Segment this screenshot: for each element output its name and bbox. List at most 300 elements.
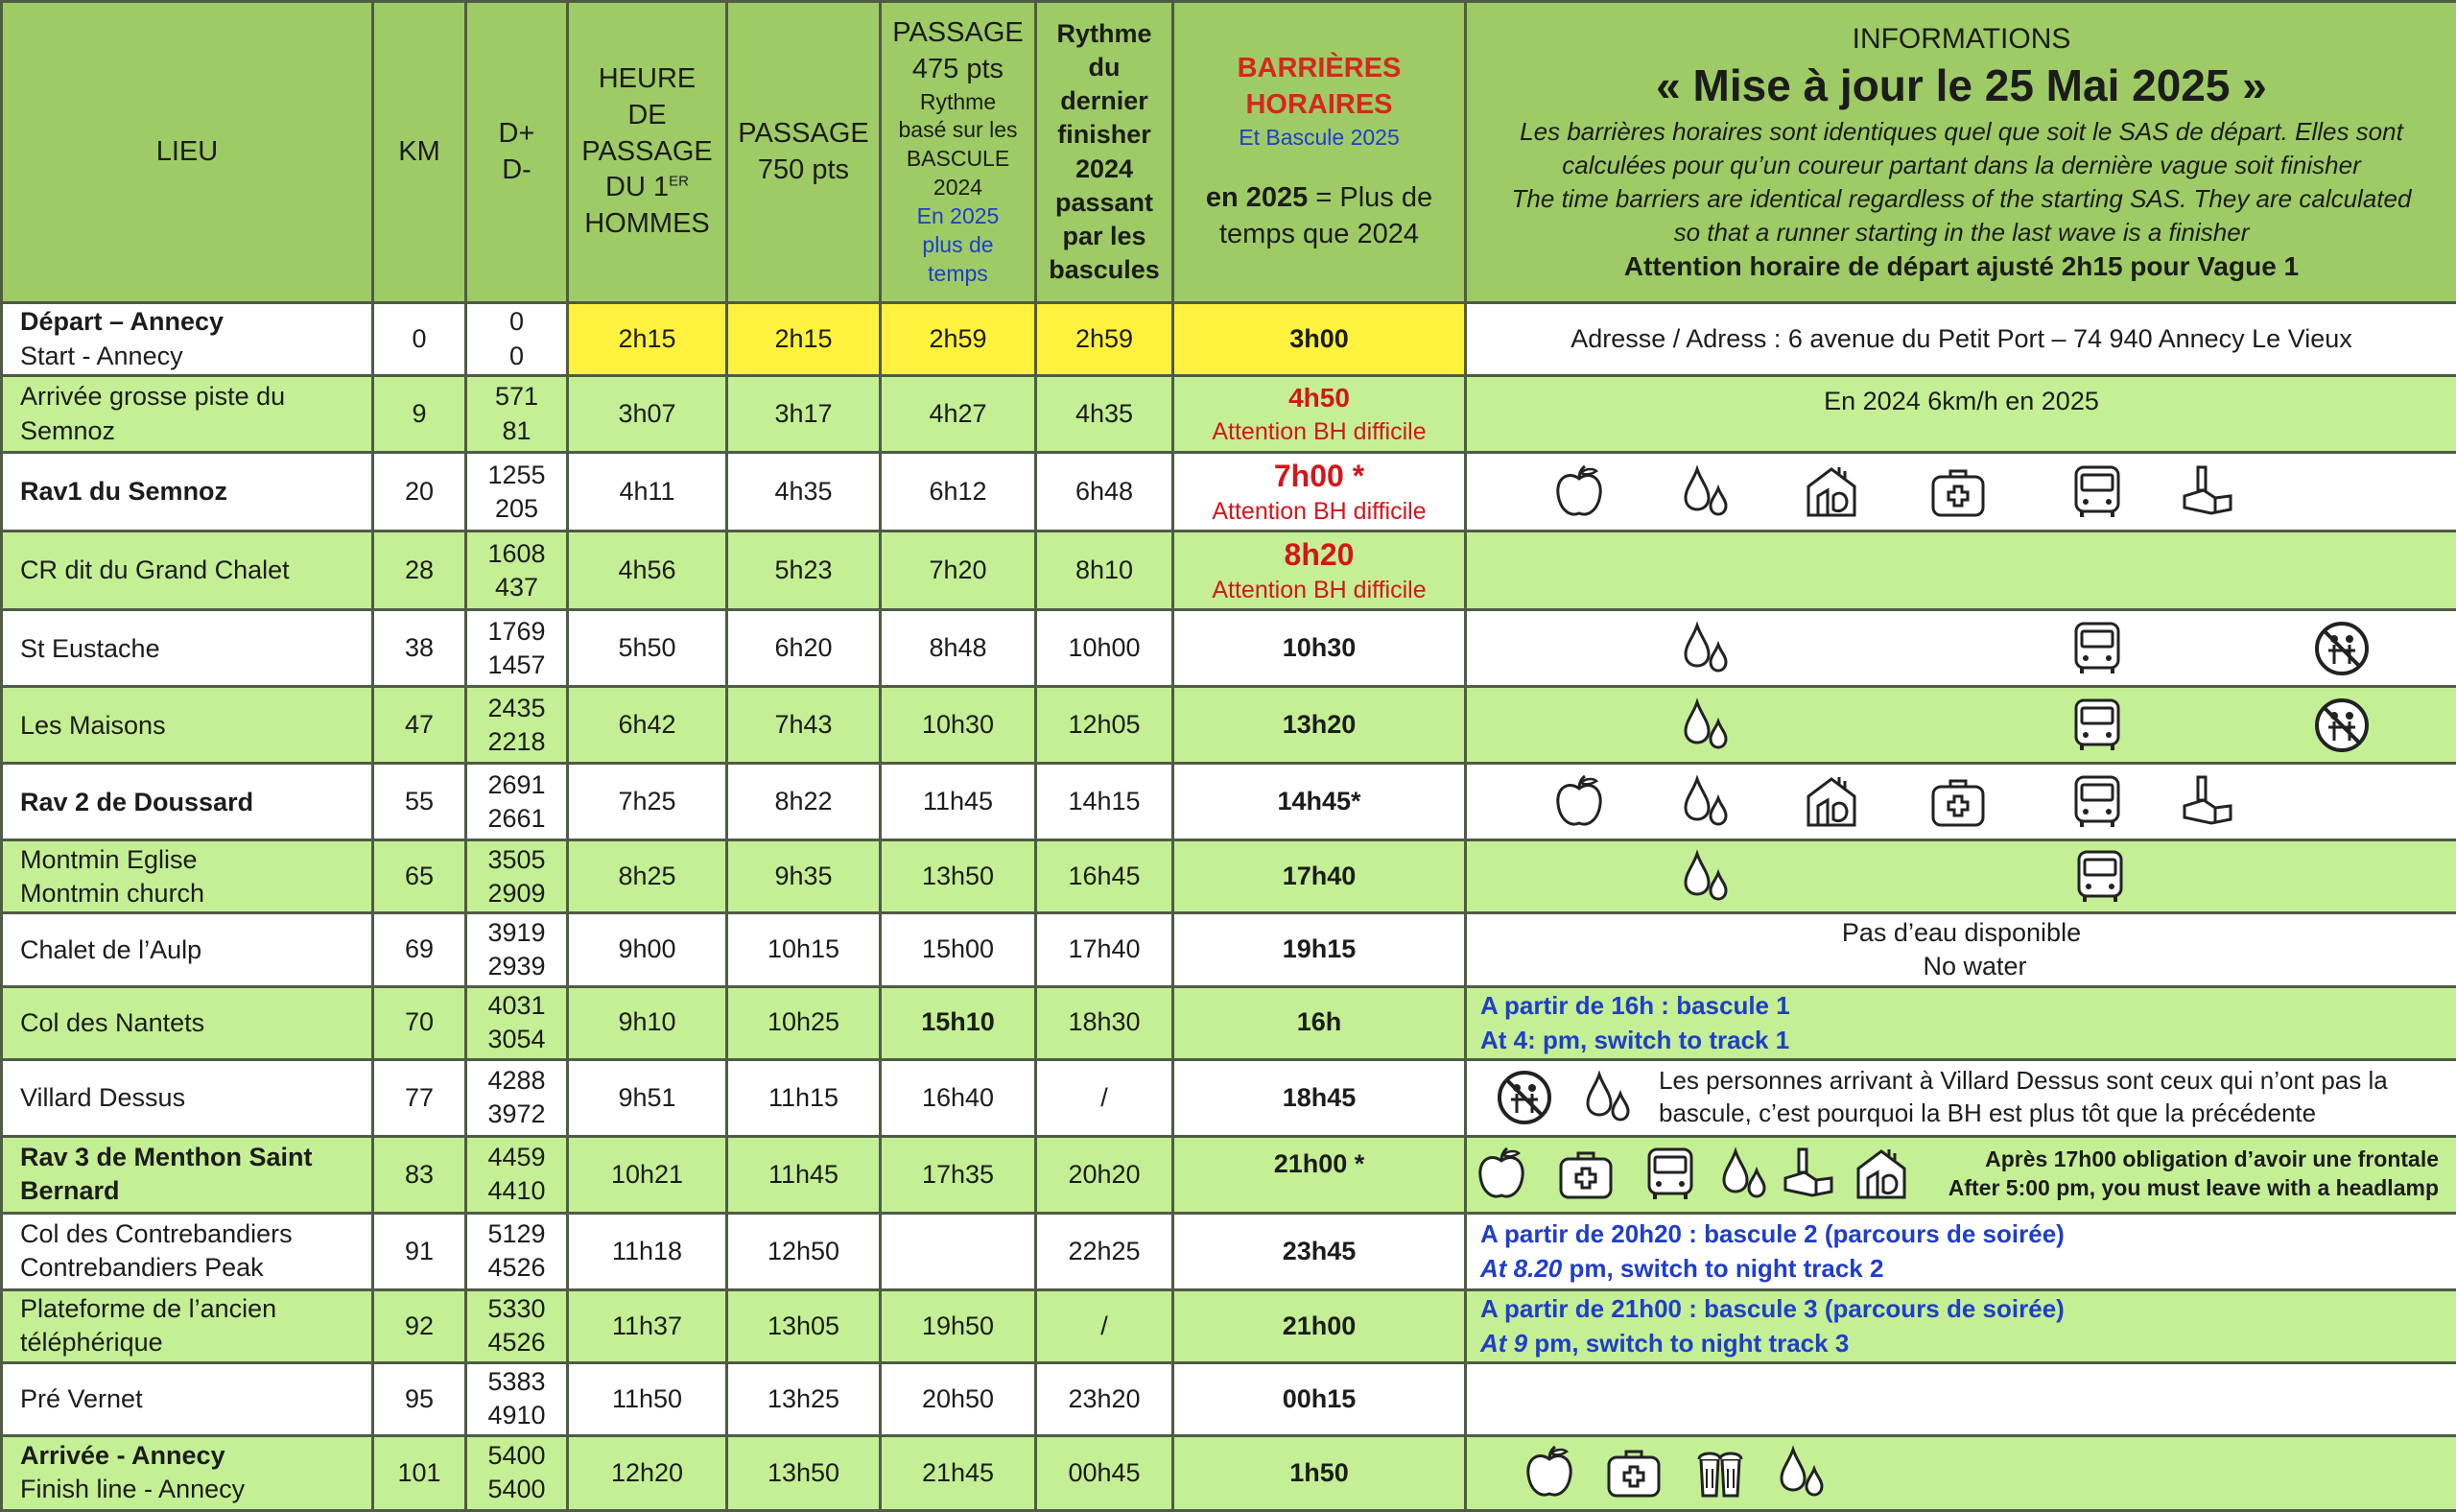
passage-750-cell: 13h50 [727,1435,881,1510]
dplus-dminus-cell [466,532,568,610]
bascule-1-en: At 4: pm, switch to track 1 [1480,1026,1790,1055]
barrier-note: Attention BH difficile [1212,577,1427,604]
lieu-subname: Start - Annecy [20,341,183,370]
rythme-cell: / [1036,1059,1173,1136]
first-men-cell: 9h00 [568,913,727,986]
passage-750-cell: 6h20 [727,610,881,687]
dminus-value: 437 [494,572,539,602]
service-icons [1467,454,2456,530]
info-cell [1466,532,2456,610]
bascule-3-fr: A partir de 21h00 : bascule 3 (parcours de soirée) [1480,1293,2065,1323]
dminus-value: 0 [508,341,525,370]
lieu-cell: Les Maisons [2,687,373,764]
header-heure-l3: PASSAGE [581,135,713,167]
villard-note [1659,1065,2388,1130]
rythme-cell: 14h15 [1036,764,1173,840]
lieu-name: Montmin Eglise [20,844,198,874]
header-dplus: D+ [498,117,535,149]
lieu-name: Rav1 du Semnoz [20,477,228,507]
info-cell [1466,1362,2456,1435]
service-icons [1467,611,2456,685]
table-row [2,1289,2456,1362]
km-cell: 77 [373,1059,466,1136]
header-heure-l4 [569,170,725,206]
first-aid-icon [1927,461,1989,523]
first-men-cell: 11h18 [568,1213,727,1289]
first-men-cell: 7h25 [568,764,727,840]
no-assistance-icon [2311,618,2373,679]
header-dminus: D- [502,154,531,185]
barrier-cell: 17h40 [1173,840,1466,913]
lieu-cell [2,1289,373,1362]
lieu-cell [2,1136,373,1213]
header-rythme [1036,2,1173,303]
passage-750-cell: 8h22 [727,764,881,840]
table-row [2,687,2456,764]
dminus-value: 81 [502,415,531,445]
km-cell: 65 [373,840,466,913]
header-passage-475 [881,2,1036,303]
info-cell [1466,1136,2456,1213]
dplus-dminus-cell [466,1059,568,1136]
header-750-l2: 750 pts [757,154,850,185]
dminus-value: 2939 [487,951,546,980]
dplus-value: 5330 [487,1294,546,1324]
rythme-cell: / [1036,1289,1173,1362]
first-aid-icon [1927,771,1989,833]
dplus-value: 4031 [487,990,546,1020]
passage-750-cell: 12h50 [727,1213,881,1289]
barrier-cell [1173,453,1466,532]
lieu-subname: téléphérique [20,1328,163,1358]
passage-475-cell [881,1213,1036,1289]
lieu-cell [2,1435,373,1510]
lieu-subname: Semnoz [20,415,116,445]
dminus-value: 2218 [487,726,546,756]
header-475-l6: 2024 [933,175,983,201]
apple-icon [1548,771,1610,833]
info-cell [1466,1213,2456,1289]
header-rythme-l6: passant [1054,187,1154,217]
passage-475-cell: 4h27 [881,376,1036,453]
km-cell: 20 [373,453,466,532]
table-row [2,840,2456,913]
service-icons [1467,1437,2456,1509]
shuttle-bus-icon [2066,618,2128,679]
barrier-cell: 14h45* [1173,764,1466,840]
no-assistance-icon [1494,1067,1555,1128]
dplus-value: 5400 [487,1441,546,1471]
bascule-2-en [1467,1251,2456,1286]
water-icon [1772,1442,1833,1503]
km-cell: 69 [373,913,466,986]
dminus-value: 3972 [487,1099,546,1129]
header-rythme-l5: 2024 [1074,154,1134,183]
rythme-cell: 16h45 [1036,840,1173,913]
dminus-value: 4526 [487,1328,546,1358]
passage-750-cell: 10h15 [727,913,881,986]
dminus-value: 205 [494,493,539,523]
apple-icon [1471,1144,1532,1205]
info-cell [1466,986,2456,1059]
water-icon [1714,1144,1776,1205]
shuttle-bus-icon [2069,846,2131,908]
table-row [2,453,2456,532]
header-passage-750 [727,2,881,303]
bascule-3-time: At 9 [1480,1329,1528,1358]
dminus-value: 1457 [487,650,546,679]
drop-bag-icon [1778,1144,1839,1205]
lieu-subname: Contrebandiers Peak [20,1253,264,1283]
table-row [2,1136,2456,1213]
barrier-time: 7h00 * [1273,458,1365,493]
dplus-value: 1769 [487,616,546,646]
header-heure-l5: HOMMES [584,208,710,240]
header-lieu: LIEU [2,2,373,303]
headlamp-fr: Après 17h00 obligation d’avoir une frontale [1985,1146,2439,1172]
info-cell [1466,840,2456,913]
dplus-value: 5383 [487,1367,546,1397]
info-cell [1466,453,2456,532]
info-text-1: Les barrières horaires sont identiques quel que soit le SAS de départ. Elles sont [1520,116,2403,146]
table-row [2,303,2456,376]
barrier-note: Attention BH difficile [1212,498,1427,526]
dplus-value: 1255 [487,460,546,489]
header-475-blue3: temps [928,260,988,286]
barrier-cell: 18h45 [1173,1059,1466,1136]
info-cell: Adresse / Adress : 6 avenue du Petit Port – 74 940 Annecy Le Vieux [1466,303,2456,376]
km-cell: 83 [373,1136,466,1213]
info-text-4: so that a runner starting in the last wave is a finisher [1673,217,2250,247]
first-men-cell: 12h20 [568,1435,727,1510]
passage-475-cell: 15h10 [881,986,1036,1059]
bascule-2-time: At 8.20 [1480,1254,1563,1284]
shuttle-bus-icon [2066,771,2128,833]
lieu-cell [2,1213,373,1289]
km-cell: 92 [373,1289,466,1362]
headlamp-en: After 5:00 pm, you must leave with a headlamp [1948,1175,2439,1201]
dplus-dminus-cell [466,1213,568,1289]
header-barrieres [1173,2,1466,303]
lieu-cell: CR dit du Grand Chalet [2,532,373,610]
passage-475-cell: 16h40 [881,1059,1036,1136]
passage-475-cell: 20h50 [881,1362,1036,1435]
lieu-cell [2,840,373,913]
header-heure-sup: ER [669,173,689,190]
rythme-cell: 00h45 [1036,1435,1173,1510]
service-icons [1467,765,2456,839]
drop-bag-icon [2177,771,2238,833]
dplus-dminus-cell [466,610,568,687]
lieu-cell: St Eustache [2,610,373,687]
info-cell [1466,764,2456,840]
water-icon [1676,618,1737,679]
villard-note-l1: Les personnes arrivant à Villard Dessus sont ceux qui n’ont pas la [1659,1066,2388,1096]
info-start-warning: Attention horaire de départ ajusté 2h15 pour Vague 1 [1623,250,2300,281]
rythme-cell: 23h20 [1036,1362,1173,1435]
header-bh-blue: Et Bascule 2025 [1239,124,1400,150]
km-cell: 101 [373,1435,466,1510]
info-cell [1466,687,2456,764]
barrier-cell [1173,532,1466,610]
hot-food-icon [1801,771,1862,833]
lieu-name: Départ – Annecy [20,307,224,337]
table-row [2,376,2456,453]
header-bh-l1: BARRIÈRES [1237,53,1402,84]
no-assistance-icon [2311,695,2373,756]
water-icon [1676,846,1737,908]
km-cell: 95 [373,1362,466,1435]
bascule-3-rest: pm, switch to night track 3 [1527,1329,1850,1358]
rythme-cell: 20h20 [1036,1136,1173,1213]
rythme-cell: 17h40 [1036,913,1173,986]
rythme-cell: 6h48 [1036,453,1173,532]
passage-750-cell: 11h15 [727,1059,881,1136]
dplus-value: 1608 [487,538,546,568]
dplus-dminus-cell [466,1362,568,1435]
dplus-value: 2435 [487,693,546,722]
lieu-cell: Pré Vernet [2,1362,373,1435]
dplus-dminus-cell [466,687,568,764]
header-475-blue2: plus de [922,232,994,258]
water-icon [1676,461,1737,523]
first-men-cell: 6h42 [568,687,727,764]
first-men-cell: 11h37 [568,1289,727,1362]
header-rythme-l1: Rythme [1056,19,1152,49]
water-icon [1578,1067,1640,1128]
table-row [2,532,2456,610]
header-dplus-dminus [466,2,568,303]
lieu-cell: Col des Nantets [2,986,373,1059]
barrier-cell: 16h [1173,986,1466,1059]
header-rythme-l7: par les [1062,221,1146,250]
lieu-subname: Finish line - Annecy [20,1475,246,1504]
first-men-cell: 3h07 [568,376,727,453]
rythme-cell: 18h30 [1036,986,1173,1059]
rythme-cell: 4h35 [1036,376,1173,453]
dplus-value: 4288 [487,1066,546,1095]
barrier-cell: 10h30 [1173,610,1466,687]
barrier-cell: 21h00 * [1173,1136,1466,1213]
villard-info [1467,1061,2456,1135]
info-cell [1466,610,2456,687]
first-men-cell: 10h21 [568,1136,727,1213]
headlamp-note [1948,1146,2439,1203]
dminus-value: 4410 [487,1176,546,1206]
lieu-cell: Chalet de l’Aulp [2,913,373,986]
water-icon [1676,695,1737,756]
header-heure-l1: HEURE [598,63,697,95]
header-475-l3: Rythme [919,88,997,114]
header-750-l1: PASSAGE [738,117,869,149]
table-row [2,986,2456,1059]
dminus-value: 3054 [487,1025,546,1054]
km-cell: 9 [373,376,466,453]
dplus-value: 2691 [487,769,546,799]
header-km: KM [373,2,466,303]
header-475-l4: basé sur les [898,117,1018,143]
dplus-value: 0 [508,307,525,337]
first-men-cell: 11h50 [568,1362,727,1435]
header-475-blue1: En 2025 [916,203,1000,229]
apple-icon [1548,461,1610,523]
passage-475-cell: 17h35 [881,1136,1036,1213]
service-icons [1467,841,2456,911]
dplus-dminus-cell [466,303,568,376]
barrier-cell: 23h45 [1173,1213,1466,1289]
first-men-cell: 5h50 [568,610,727,687]
km-cell: 91 [373,1213,466,1289]
dplus-dminus-cell [466,764,568,840]
km-cell: 28 [373,532,466,610]
drop-bag-icon [2177,461,2238,523]
lieu-cell [2,453,373,532]
passage-750-cell: 3h17 [727,376,881,453]
dplus-dminus-cell [466,1136,568,1213]
first-men-cell: 9h10 [568,986,727,1059]
first-men-cell: 2h15 [568,303,727,376]
km-cell: 70 [373,986,466,1059]
lieu-name: Arrivée grosse piste du [20,382,286,412]
barrier-cell: 19h15 [1173,913,1466,986]
lieu-cell [2,764,373,840]
passage-750-cell: 5h23 [727,532,881,610]
header-475-l5: BASCULE [906,146,1010,172]
table-row [2,1213,2456,1289]
passage-750-cell: 4h35 [727,453,881,532]
bascule-2-rest: pm, switch to night track 2 [1562,1254,1884,1284]
table-row [2,610,2456,687]
dminus-value: 2909 [487,878,546,908]
passage-475-cell: 8h48 [881,610,1036,687]
dplus-value: 5129 [487,1219,546,1249]
info-cell [1466,1059,2456,1136]
passage-750-cell: 2h15 [727,303,881,376]
dplus-value: 3505 [487,844,546,874]
km-cell: 38 [373,610,466,687]
service-icons [1467,1138,2456,1212]
passage-475-cell: 7h20 [881,532,1036,610]
dplus-dminus-cell [466,986,568,1059]
passage-750-cell: 11h45 [727,1136,881,1213]
passage-475-cell: 11h45 [881,764,1036,840]
bascule-1-fr: A partir de 16h : bascule 1 [1480,990,1790,1020]
header-475-l2: 475 pts [911,53,1004,84]
apple-icon [1519,1442,1580,1503]
dplus-value: 4459 [487,1143,546,1172]
header-rythme-l4: finisher [1057,120,1151,150]
header-heure-passage [568,2,727,303]
passage-750-cell: 10h25 [727,986,881,1059]
first-men-cell: 9h51 [568,1059,727,1136]
lieu-name: Arrivée - Annecy [20,1441,225,1471]
lieu-cell: Villard Dessus [2,1059,373,1136]
dplus-dminus-cell [466,913,568,986]
header-rythme-l8: bascules [1049,254,1160,284]
lieu-name: Rav 3 de Menthon Saint [20,1143,313,1172]
bascule-2-fr: A partir de 20h20 : bascule 2 (parcours de soirée) [1480,1218,2065,1248]
info-cell: En 2024 6km/h en 2025 [1466,376,2456,453]
passage-475-cell: 2h59 [881,303,1036,376]
passage-750-cell: 13h05 [727,1289,881,1362]
villard-note-l2: bascule, c’est pourquoi la BH est plus tôt que la précédente [1659,1099,2317,1128]
header-bh-note1: en 2025 [1205,182,1309,214]
dplus-dminus-cell [466,376,568,453]
km-cell: 47 [373,687,466,764]
service-icons [1467,688,2456,762]
table-row [2,764,2456,840]
info-cell [1466,1435,2456,1510]
dminus-value: 5400 [487,1475,546,1504]
passage-475-cell: 6h12 [881,453,1036,532]
barrier-cell: 21h00 [1173,1289,1466,1362]
first-aid-icon [1555,1144,1617,1205]
header-475-l1: PASSAGE [892,17,1024,49]
dminus-value: 4526 [487,1253,546,1283]
barrier-time: 8h20 [1284,536,1355,572]
lieu-subname: Montmin church [20,878,205,908]
shuttle-bus-icon [1640,1144,1701,1205]
lieu-cell [2,376,373,453]
barrier-cell: 3h00 [1173,303,1466,376]
passage-475-cell: 13h50 [881,840,1036,913]
dminus-value: 4910 [487,1401,546,1430]
info-cell [1466,913,2456,986]
dplus-value: 3919 [487,917,546,947]
bascule-3-en [1467,1326,2456,1360]
dplus-dminus-cell [466,453,568,532]
passage-750-cell: 9h35 [727,840,881,913]
hot-food-icon [1851,1144,1912,1205]
table-row [2,1435,2456,1510]
barrier-cell: 00h15 [1173,1362,1466,1435]
dplus-dminus-cell [466,840,568,913]
shuttle-bus-icon [2066,695,2128,756]
passage-750-cell: 7h43 [727,687,881,764]
header-row [2,2,2456,303]
table-row [2,1059,2456,1136]
rythme-cell: 22h25 [1036,1213,1173,1289]
header-bh-l2: HORAIRES [1245,88,1393,120]
beer-icon [1689,1442,1751,1503]
water-icon [1676,771,1737,833]
info-title: INFORMATIONS [1852,22,2071,55]
passage-475-cell: 19h50 [881,1289,1036,1362]
lieu-name: Rav 2 de Doussard [20,787,254,816]
first-men-cell: 4h56 [568,532,727,610]
rythme-cell: 8h10 [1036,532,1173,610]
rythme-cell: 12h05 [1036,687,1173,764]
km-cell: 0 [373,303,466,376]
barrier-cell [1173,376,1466,453]
header-heure-l2: DE [627,99,667,130]
header-bh-note2: temps que 2024 [1219,219,1419,250]
header-heure-l4-text: DU 1 [605,172,670,203]
rythme-cell: 10h00 [1036,610,1173,687]
header-informations [1466,2,2456,303]
header-rythme-l2: du [1088,53,1121,83]
shuttle-bus-icon [2066,461,2128,523]
info-update-date: « Mise à jour le 25 Mai 2025 » [1656,59,2267,110]
first-men-cell: 8h25 [568,840,727,913]
dplus-value: 571 [494,382,539,412]
dminus-value: 2661 [487,803,546,833]
barrier-time: 4h50 [1288,383,1350,413]
km-cell: 55 [373,764,466,840]
header-bh-note1b: = Plus de [1308,182,1433,214]
lieu-name: Col des Contrebandiers [20,1219,293,1249]
no-water-en: No water [1923,951,2027,980]
